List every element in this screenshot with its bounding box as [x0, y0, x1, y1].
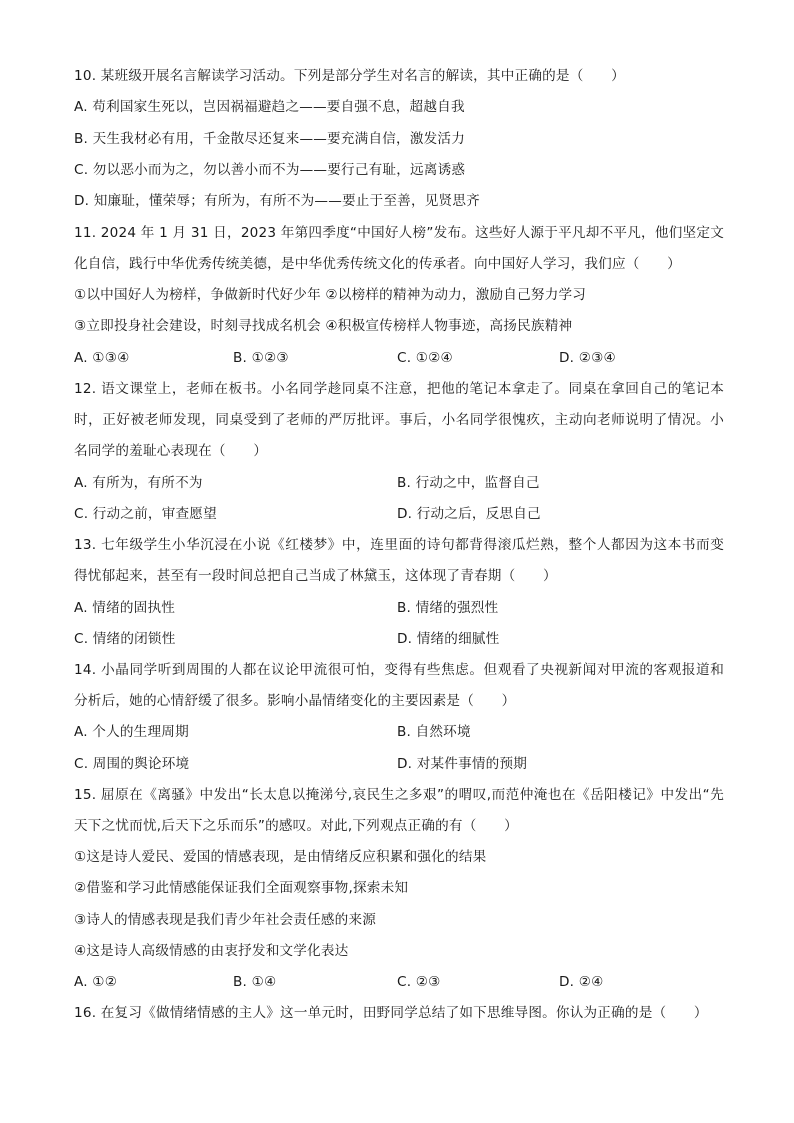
question-12-option-d: D. 行动之后，反思自己	[397, 506, 541, 522]
question-11-statement-3-4: ③立即投身社会建设，时刻寻找成名机会 ④积极宣传榜样人物事迹，高扬民族精神	[74, 318, 573, 334]
question-10-stem: 10. 某班级开展名言解读学习活动。下列是部分学生对名言的解读，其中正确的是（ ）	[74, 68, 625, 84]
question-10-option-c: C. 勿以恶小而为之，勿以善小而不为——要行己有耻，远离诱惑	[74, 162, 466, 178]
question-15-stem-line-2: 天下之忧而忧,后天下之乐而乐”的感叹。对此,下列观点正确的有（ ）	[74, 818, 518, 834]
question-15-statement-3: ③诗人的情感表现是我们青少年社会责任感的来源	[74, 912, 377, 928]
question-11-statement-1-2: ①以中国好人为榜样，争做新时代好少年 ②以榜样的精神为动力，激励自己努力学习	[74, 287, 587, 303]
question-11-stem-line-2: 化自信，践行中华优秀传统美德，是中华优秀传统文化的传承者。向中国好人学习，我们应（ ）	[74, 256, 681, 272]
question-13-option-a: A. 情绪的固执性	[74, 600, 176, 616]
question-13-stem-line-1: 13. 七年级学生小华沉浸在小说《红楼梦》中，连里面的诗句都背得滚瓜烂熟，整个人都因为这本书而变	[74, 537, 724, 553]
question-16-stem: 16. 在复习《做情绪情感的主人》这一单元时，田野同学总结了如下思维导图。你认为正确的是（ ）	[74, 1005, 708, 1021]
question-12-option-c: C. 行动之前，审查愿望	[74, 506, 217, 522]
question-11-option-d: D. ②③④	[559, 350, 616, 366]
question-14-option-a: A. 个人的生理周期	[74, 724, 189, 740]
question-15-option-a: A. ①②	[74, 974, 118, 990]
question-12-stem-line-3: 名同学的羞耻心表现在（ ）	[74, 443, 268, 459]
question-13-option-c: C. 情绪的闭锁性	[74, 631, 176, 647]
question-14-option-c: C. 周围的舆论环境	[74, 756, 190, 772]
question-15-statement-2: ②借鉴和学习此情感能保证我们全面观察事物,探索未知	[74, 880, 409, 896]
question-14-stem-line-1: 14. 小晶同学听到周围的人都在议论甲流很可怕，变得有些焦虑。但观看了央视新闻对甲流的客观报道和	[74, 662, 724, 678]
question-11-stem-line-1: 11. 2024 年 1 月 31 日，2023 年第四季度“中国好人榜”发布。这些好人源于平凡却不平凡，他们坚定文	[74, 225, 724, 241]
question-15-statement-4: ④这是诗人高级情感的由衷抒发和文学化表达	[74, 943, 349, 959]
question-15-stem-line-1: 15. 屈原在《离骚》中发出“长太息以掩涕兮,哀民生之多艰”的喟叹,而范仲淹也在《岳阳楼记》中发出“先	[74, 787, 724, 803]
question-12-option-b: B. 行动之中，监督自己	[397, 475, 540, 491]
question-15-statement-1: ①这是诗人爱民、爱国的情感表现，是由情绪反应积累和强化的结果	[74, 849, 487, 865]
question-11-option-c: C. ①②④	[397, 350, 453, 366]
question-14-stem-line-2: 分析后，她的心情舒缓了很多。影响小晶情绪变化的主要因素是（ ）	[74, 693, 516, 709]
question-13-stem-line-2: 得忧郁起来，甚至有一段时间总把自己当成了林黛玉，这体现了青春期（ ）	[74, 568, 557, 584]
question-10-option-b: B. 天生我材必有用，千金散尽还复来——要充满自信，激发活力	[74, 131, 465, 147]
question-13-option-b: B. 情绪的强烈性	[397, 600, 499, 616]
question-15-option-c: C. ②③	[397, 974, 441, 990]
question-12-stem-line-2: 时，正好被老师发现，同桌受到了老师的严厉批评。事后，小名同学很愧疚，主动向老师说明了情况。小	[74, 412, 724, 428]
question-13-option-d: D. 情绪的细腻性	[397, 631, 500, 647]
question-11-option-a: A. ①③④	[74, 350, 130, 366]
question-14-option-b: B. 自然环境	[397, 724, 471, 740]
question-12-stem-line-1: 12. 语文课堂上，老师在板书。小名同学趁同桌不注意，把他的笔记本拿走了。同桌在拿回自己的笔记本	[74, 381, 724, 397]
question-15-option-d: D. ②④	[559, 974, 604, 990]
question-11-option-b: B. ①②③	[233, 350, 289, 366]
question-12-option-a: A. 有所为，有所不为	[74, 475, 203, 491]
question-15-option-b: B. ①④	[233, 974, 277, 990]
question-10-option-a: A. 苟利国家生死以，岂因祸福避趋之——要自强不息，超越自我	[74, 99, 465, 115]
question-10-option-d: D. 知廉耻，懂荣辱；有所为，有所不为——要止于至善，见贤思齐	[74, 193, 480, 209]
question-14-option-d: D. 对某件事情的预期	[397, 756, 528, 772]
